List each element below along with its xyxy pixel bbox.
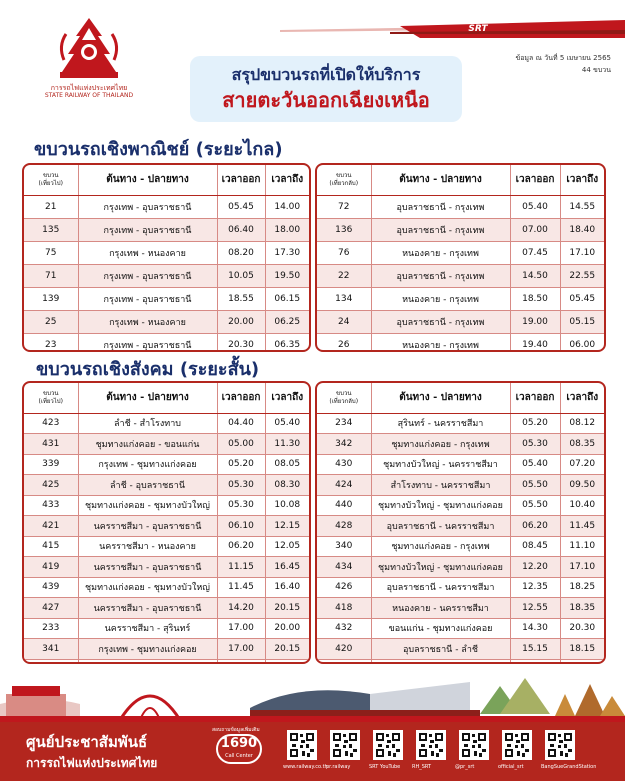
route-cell: ชุมทางแก่งคอย - ชุมทางบัวใหญ่ bbox=[78, 577, 217, 598]
table-row bbox=[317, 310, 604, 333]
depart-time-cell: 05.50 bbox=[510, 475, 560, 496]
arrive-time-cell: 06.15 bbox=[265, 287, 309, 310]
train-no-cell: 415 bbox=[24, 536, 78, 557]
arrive-time-cell: 06.25 bbox=[265, 310, 309, 333]
arrive-time-cell: 14.00 bbox=[265, 195, 309, 218]
depart-time-cell: 08.45 bbox=[510, 536, 560, 557]
depart-time-cell: 14.20 bbox=[217, 598, 265, 619]
data-info bbox=[515, 52, 611, 76]
train-no-cell: 425 bbox=[24, 475, 78, 496]
train-no-cell: 71 bbox=[24, 264, 78, 287]
col-arrive: เวลาถึง bbox=[265, 383, 309, 413]
col-route: ต้นทาง - ปลายทาง bbox=[78, 383, 217, 413]
table-row bbox=[317, 413, 604, 434]
depart-time-cell: 20.00 bbox=[217, 310, 265, 333]
table-row bbox=[317, 287, 604, 310]
arrive-time-cell: 17.10 bbox=[560, 241, 604, 264]
col-depart: เวลาออก bbox=[217, 165, 265, 195]
table-row bbox=[317, 264, 604, 287]
brand-stripe bbox=[280, 20, 625, 38]
depart-time-cell: 06.20 bbox=[510, 516, 560, 537]
arrive-time-cell: 22.55 bbox=[560, 264, 604, 287]
depart-time-cell: 05.20 bbox=[217, 454, 265, 475]
table-row bbox=[317, 618, 604, 639]
depart-time-cell: 06.20 bbox=[217, 536, 265, 557]
table-long-inbound bbox=[315, 163, 606, 352]
route-cell: หนองคาย - กรุงเทพ bbox=[371, 241, 510, 264]
qr-code[interactable] bbox=[373, 730, 403, 760]
train-no-cell: 439 bbox=[24, 577, 78, 598]
route-cell: ชุมทางบัวใหญ่ - ชุมทางแก่งคอย bbox=[371, 495, 510, 516]
table-row bbox=[24, 264, 309, 287]
table-row bbox=[24, 333, 309, 352]
train-no-cell: 426 bbox=[317, 577, 371, 598]
train-no-cell: 234 bbox=[317, 413, 371, 434]
depart-time-cell: 14.30 bbox=[510, 618, 560, 639]
depart-time-cell: 05.30 bbox=[217, 475, 265, 496]
col-train-no: ขบวน (เที่ยวกลับ) bbox=[317, 165, 371, 195]
arrive-time-cell: 17.10 bbox=[560, 557, 604, 578]
table-row bbox=[317, 333, 604, 352]
route-cell: นครราชสีมา - อุบลราชธานี bbox=[78, 516, 217, 537]
route-cell: นครราชสีมา - อุบลราชธานี bbox=[78, 557, 217, 578]
train-no-cell: 76 bbox=[317, 241, 371, 264]
org-name-en: STATE RAILWAY OF THAILAND bbox=[44, 92, 134, 100]
depart-time-cell: 19.40 bbox=[510, 333, 560, 352]
header bbox=[0, 0, 625, 128]
arrive-time-cell: 12.05 bbox=[265, 536, 309, 557]
table-row bbox=[24, 618, 309, 639]
train-no-cell: 22 bbox=[317, 264, 371, 287]
train-no-cell: 341 bbox=[24, 639, 78, 660]
qr-code[interactable] bbox=[502, 730, 532, 760]
depart-time-cell: 10.05 bbox=[217, 264, 265, 287]
train-no-cell: 342 bbox=[317, 434, 371, 455]
train-no-cell: 24 bbox=[317, 310, 371, 333]
route-cell: ชุมทางแก่งคอย - กรุงเทพ bbox=[371, 536, 510, 557]
train-no-cell: 75 bbox=[24, 241, 78, 264]
depart-time-cell: 12.35 bbox=[510, 577, 560, 598]
table-row bbox=[317, 536, 604, 557]
col-route: ต้นทาง - ปลายทาง bbox=[371, 165, 510, 195]
table-row bbox=[24, 577, 309, 598]
arrive-time-cell: 18.40 bbox=[560, 218, 604, 241]
table-row bbox=[317, 241, 604, 264]
train-no-cell: 432 bbox=[317, 618, 371, 639]
route-cell: กรุงเทพ - ชุมทางแก่งคอย bbox=[78, 454, 217, 475]
table-row bbox=[24, 434, 309, 455]
route-cell: หนองคาย - กรุงเทพ bbox=[371, 333, 510, 352]
depart-time-cell: 06.10 bbox=[217, 516, 265, 537]
table-row bbox=[24, 413, 309, 434]
depart-time-cell: 20.30 bbox=[217, 333, 265, 352]
table-row bbox=[317, 218, 604, 241]
route-cell: ชุมทางแก่งคอย - ชุมทางบัวใหญ่ bbox=[78, 495, 217, 516]
col-arrive: เวลาถึง bbox=[560, 383, 604, 413]
arrive-time-cell: 20.15 bbox=[265, 639, 309, 660]
table-row bbox=[317, 454, 604, 475]
call-caption: สอบถามข้อมูลเพิ่มเติม bbox=[212, 727, 260, 733]
route-cell: นครราชสีมา - สุรินทร์ bbox=[78, 618, 217, 639]
route-cell: หนองคาย - กรุงเทพ bbox=[371, 287, 510, 310]
qr-code-label: official_srt bbox=[498, 764, 524, 770]
qr-code-label: pr.railway bbox=[326, 764, 351, 770]
route-cell: กรุงเทพ - อุบลราชธานี bbox=[78, 195, 217, 218]
arrive-time-cell: 08.05 bbox=[265, 454, 309, 475]
qr-code-label: @pr_srt bbox=[455, 764, 475, 770]
train-no-cell: 339 bbox=[24, 454, 78, 475]
arrive-time-cell: 14.55 bbox=[560, 195, 604, 218]
train-no-cell: 428 bbox=[317, 516, 371, 537]
arrive-time-cell: 20.00 bbox=[265, 618, 309, 639]
srt-emblem-logo bbox=[44, 16, 134, 112]
table-row bbox=[24, 557, 309, 578]
route-cell: อุบลราชธานี - นครราชสีมา bbox=[371, 516, 510, 537]
depart-time-cell: 05.45 bbox=[217, 195, 265, 218]
table-short-outbound bbox=[22, 381, 311, 664]
train-count: 44 ขบวน bbox=[581, 66, 611, 74]
arrive-time-cell: 08.30 bbox=[265, 475, 309, 496]
depart-time-cell: 04.40 bbox=[217, 413, 265, 434]
depart-time-cell: 14.50 bbox=[510, 264, 560, 287]
call-center-badge[interactable] bbox=[216, 734, 262, 764]
qr-code-label: SRT YouTube bbox=[369, 764, 401, 770]
train-no-cell: 26 bbox=[317, 333, 371, 352]
depart-time-cell: 19.00 bbox=[510, 310, 560, 333]
qr-code[interactable] bbox=[416, 730, 446, 760]
col-arrive: เวลาถึง bbox=[265, 165, 309, 195]
train-no-cell: 340 bbox=[317, 536, 371, 557]
depart-time-cell: 17.00 bbox=[217, 618, 265, 639]
train-no-cell: 134 bbox=[317, 287, 371, 310]
depart-time-cell: 07.00 bbox=[510, 218, 560, 241]
col-route: ต้นทาง - ปลายทาง bbox=[78, 165, 217, 195]
qr-code[interactable] bbox=[287, 730, 317, 760]
route-cell: อุบลราชธานี - นครราชสีมา bbox=[371, 577, 510, 598]
table-row bbox=[24, 598, 309, 619]
depart-time-cell: 05.20 bbox=[510, 413, 560, 434]
train-no-cell: 430 bbox=[317, 454, 371, 475]
route-cell: อุบลราชธานี - กรุงเทพ bbox=[371, 264, 510, 287]
route-cell: กรุงเทพ - หนองคาย bbox=[78, 241, 217, 264]
qr-code[interactable] bbox=[330, 730, 360, 760]
qr-code[interactable] bbox=[545, 730, 575, 760]
arrive-time-cell: 05.45 bbox=[560, 287, 604, 310]
arrive-time-cell: 19.50 bbox=[265, 264, 309, 287]
table-row bbox=[317, 475, 604, 496]
route-cell: ลำชี - สำโรงทาบ bbox=[78, 413, 217, 434]
col-train-no: ขบวน (เที่ยวไป) bbox=[24, 165, 78, 195]
section-title-long: ขบวนรถเชิงพาณิชย์ (ระยะไกล) bbox=[34, 139, 283, 160]
depart-time-cell: 17.00 bbox=[217, 639, 265, 660]
arrive-time-cell: 05.40 bbox=[265, 413, 309, 434]
qr-code[interactable] bbox=[459, 730, 489, 760]
route-cell: ชุมทางแก่งคอย - ขอนแก่น bbox=[78, 434, 217, 455]
col-depart: เวลาออก bbox=[510, 383, 560, 413]
train-no-cell: 25 bbox=[24, 310, 78, 333]
table-row bbox=[24, 454, 309, 475]
depart-time-cell: 12.55 bbox=[510, 598, 560, 619]
train-no-cell: 419 bbox=[24, 557, 78, 578]
qr-code-label: BangSueGrandStation bbox=[541, 764, 597, 770]
route-cell: หนองคาย - นครราชสีมา bbox=[371, 598, 510, 619]
page-subtitle: สายตะวันออกเฉียงเหนือ bbox=[222, 88, 430, 112]
arrive-time-cell: 09.50 bbox=[560, 475, 604, 496]
call-number: 1690 bbox=[220, 736, 258, 751]
depart-time-cell: 05.50 bbox=[510, 495, 560, 516]
arrive-time-cell: 17.30 bbox=[265, 241, 309, 264]
col-depart: เวลาออก bbox=[510, 165, 560, 195]
depart-time-cell: 08.20 bbox=[217, 241, 265, 264]
table-row bbox=[24, 241, 309, 264]
depart-time-cell: 05.30 bbox=[217, 495, 265, 516]
page-title: สรุปขบวนรถที่เปิดให้บริการ bbox=[231, 65, 421, 84]
route-cell: สำโรงทาบ - นครราชสีมา bbox=[371, 475, 510, 496]
arrive-time-cell: 08.12 bbox=[560, 413, 604, 434]
train-no-cell: 233 bbox=[24, 618, 78, 639]
arrive-time-cell: 11.45 bbox=[560, 516, 604, 537]
table-long-outbound bbox=[22, 163, 311, 352]
depart-time-cell: 05.40 bbox=[510, 454, 560, 475]
train-no-cell: 427 bbox=[24, 598, 78, 619]
depart-time-cell: 05.40 bbox=[510, 195, 560, 218]
train-no-cell: 418 bbox=[317, 598, 371, 619]
qr-code-label: www.railway.co.th bbox=[283, 764, 328, 770]
footer bbox=[0, 722, 625, 781]
depart-time-cell: 12.20 bbox=[510, 557, 560, 578]
arrive-time-cell: 12.15 bbox=[265, 516, 309, 537]
table-row bbox=[317, 434, 604, 455]
table-row bbox=[317, 639, 604, 660]
table-row bbox=[24, 195, 309, 218]
arrive-time-cell: 06.35 bbox=[265, 333, 309, 352]
route-cell: กรุงเทพ - หนองคาย bbox=[78, 310, 217, 333]
footer-org-name: การรถไฟแห่งประเทศไทย bbox=[26, 756, 158, 770]
route-cell: นครราชสีมา - หนองคาย bbox=[78, 536, 217, 557]
train-no-cell: 23 bbox=[24, 333, 78, 352]
table-row bbox=[24, 516, 309, 537]
col-route: ต้นทาง - ปลายทาง bbox=[371, 383, 510, 413]
call-center-label: Call Center bbox=[225, 753, 253, 759]
arrive-time-cell: 06.00 bbox=[560, 333, 604, 352]
route-cell: ขอนแก่น - ชุมทางแก่งคอย bbox=[371, 618, 510, 639]
qr-code-label: RH_SRT bbox=[412, 764, 432, 770]
train-no-cell: 424 bbox=[317, 475, 371, 496]
route-cell: ลำชี - อุบลราชธานี bbox=[78, 475, 217, 496]
table-row bbox=[24, 310, 309, 333]
route-cell: อุบลราชธานี - ลำชี bbox=[371, 639, 510, 660]
title-banner bbox=[190, 56, 462, 122]
table-row bbox=[317, 516, 604, 537]
arrive-time-cell: 11.10 bbox=[560, 536, 604, 557]
arrive-time-cell: 08.35 bbox=[560, 434, 604, 455]
route-cell: อุบลราชธานี - กรุงเทพ bbox=[371, 310, 510, 333]
route-cell: ชุมทางบัวใหญ่ - ชุมทางแก่งคอย bbox=[371, 557, 510, 578]
arrive-time-cell: 18.35 bbox=[560, 598, 604, 619]
col-depart: เวลาออก bbox=[217, 383, 265, 413]
depart-time-cell: 18.50 bbox=[510, 287, 560, 310]
train-no-cell: 440 bbox=[317, 495, 371, 516]
arrive-time-cell: 07.20 bbox=[560, 454, 604, 475]
table-row bbox=[24, 536, 309, 557]
table-row bbox=[24, 495, 309, 516]
table-row bbox=[317, 495, 604, 516]
route-cell: กรุงเทพ - ชุมทางแก่งคอย bbox=[78, 639, 217, 660]
pr-center-title: ศูนย์ประชาสัมพันธ์ bbox=[26, 733, 148, 751]
route-cell: ชุมทางแก่งคอย - กรุงเทพ bbox=[371, 434, 510, 455]
depart-time-cell: 06.40 bbox=[217, 218, 265, 241]
arrive-time-cell: 16.45 bbox=[265, 557, 309, 578]
depart-time-cell: 05.00 bbox=[217, 434, 265, 455]
route-cell: อุบลราชธานี - กรุงเทพ bbox=[371, 195, 510, 218]
depart-time-cell: 18.55 bbox=[217, 287, 265, 310]
arrive-time-cell: 18.00 bbox=[265, 218, 309, 241]
arrive-time-cell: 10.08 bbox=[265, 495, 309, 516]
table-row bbox=[24, 639, 309, 660]
train-no-cell: 136 bbox=[317, 218, 371, 241]
train-no-cell: 21 bbox=[24, 195, 78, 218]
train-no-cell: 434 bbox=[317, 557, 371, 578]
railway-scene-illustration bbox=[0, 664, 625, 722]
srt-brand-logo: SRT bbox=[468, 24, 488, 34]
route-cell: กรุงเทพ - อุบลราชธานี bbox=[78, 264, 217, 287]
table-row bbox=[317, 195, 604, 218]
col-train-no: ขบวน (เที่ยวกลับ) bbox=[317, 383, 371, 413]
table-row bbox=[317, 577, 604, 598]
arrive-time-cell: 10.40 bbox=[560, 495, 604, 516]
arrive-time-cell: 05.15 bbox=[560, 310, 604, 333]
depart-time-cell: 11.15 bbox=[217, 557, 265, 578]
arrive-time-cell: 18.25 bbox=[560, 577, 604, 598]
org-name-th: การรถไฟแห่งประเทศไทย bbox=[50, 84, 128, 92]
arrive-time-cell: 18.15 bbox=[560, 639, 604, 660]
table-row bbox=[317, 557, 604, 578]
train-no-cell: 135 bbox=[24, 218, 78, 241]
arrive-time-cell: 20.15 bbox=[265, 598, 309, 619]
route-cell: กรุงเทพ - อุบลราชธานี bbox=[78, 218, 217, 241]
route-cell: กรุงเทพ - อุบลราชธานี bbox=[78, 287, 217, 310]
col-train-no: ขบวน (เที่ยวไป) bbox=[24, 383, 78, 413]
train-no-cell: 421 bbox=[24, 516, 78, 537]
arrive-time-cell: 16.40 bbox=[265, 577, 309, 598]
train-no-cell: 431 bbox=[24, 434, 78, 455]
depart-time-cell: 05.30 bbox=[510, 434, 560, 455]
table-row bbox=[24, 287, 309, 310]
depart-time-cell: 15.15 bbox=[510, 639, 560, 660]
route-cell: อุบลราชธานี - กรุงเทพ bbox=[371, 218, 510, 241]
table-row bbox=[317, 598, 604, 619]
train-no-cell: 433 bbox=[24, 495, 78, 516]
srt-emblem-icon bbox=[54, 16, 124, 82]
arrive-time-cell: 11.30 bbox=[265, 434, 309, 455]
table-row bbox=[24, 218, 309, 241]
route-cell: สุรินทร์ - นครราชสีมา bbox=[371, 413, 510, 434]
depart-time-cell: 07.45 bbox=[510, 241, 560, 264]
train-no-cell: 420 bbox=[317, 639, 371, 660]
train-no-cell: 423 bbox=[24, 413, 78, 434]
train-no-cell: 72 bbox=[317, 195, 371, 218]
train-no-cell: 139 bbox=[24, 287, 78, 310]
route-cell: ชุมทางบัวใหญ่ - นครราชสีมา bbox=[371, 454, 510, 475]
data-date: ข้อมูล ณ วันที่ 5 เมษายน 2565 bbox=[515, 54, 611, 62]
table-row bbox=[24, 475, 309, 496]
section-title-short: ขบวนรถเชิงสังคม (ระยะสั้น) bbox=[36, 359, 260, 380]
col-arrive: เวลาถึง bbox=[560, 165, 604, 195]
route-cell: นครราชสีมา - อุบลราชธานี bbox=[78, 598, 217, 619]
arrive-time-cell: 20.30 bbox=[560, 618, 604, 639]
table-short-inbound bbox=[315, 381, 606, 664]
depart-time-cell: 11.45 bbox=[217, 577, 265, 598]
route-cell: กรุงเทพ - อุบลราชธานี bbox=[78, 333, 217, 352]
